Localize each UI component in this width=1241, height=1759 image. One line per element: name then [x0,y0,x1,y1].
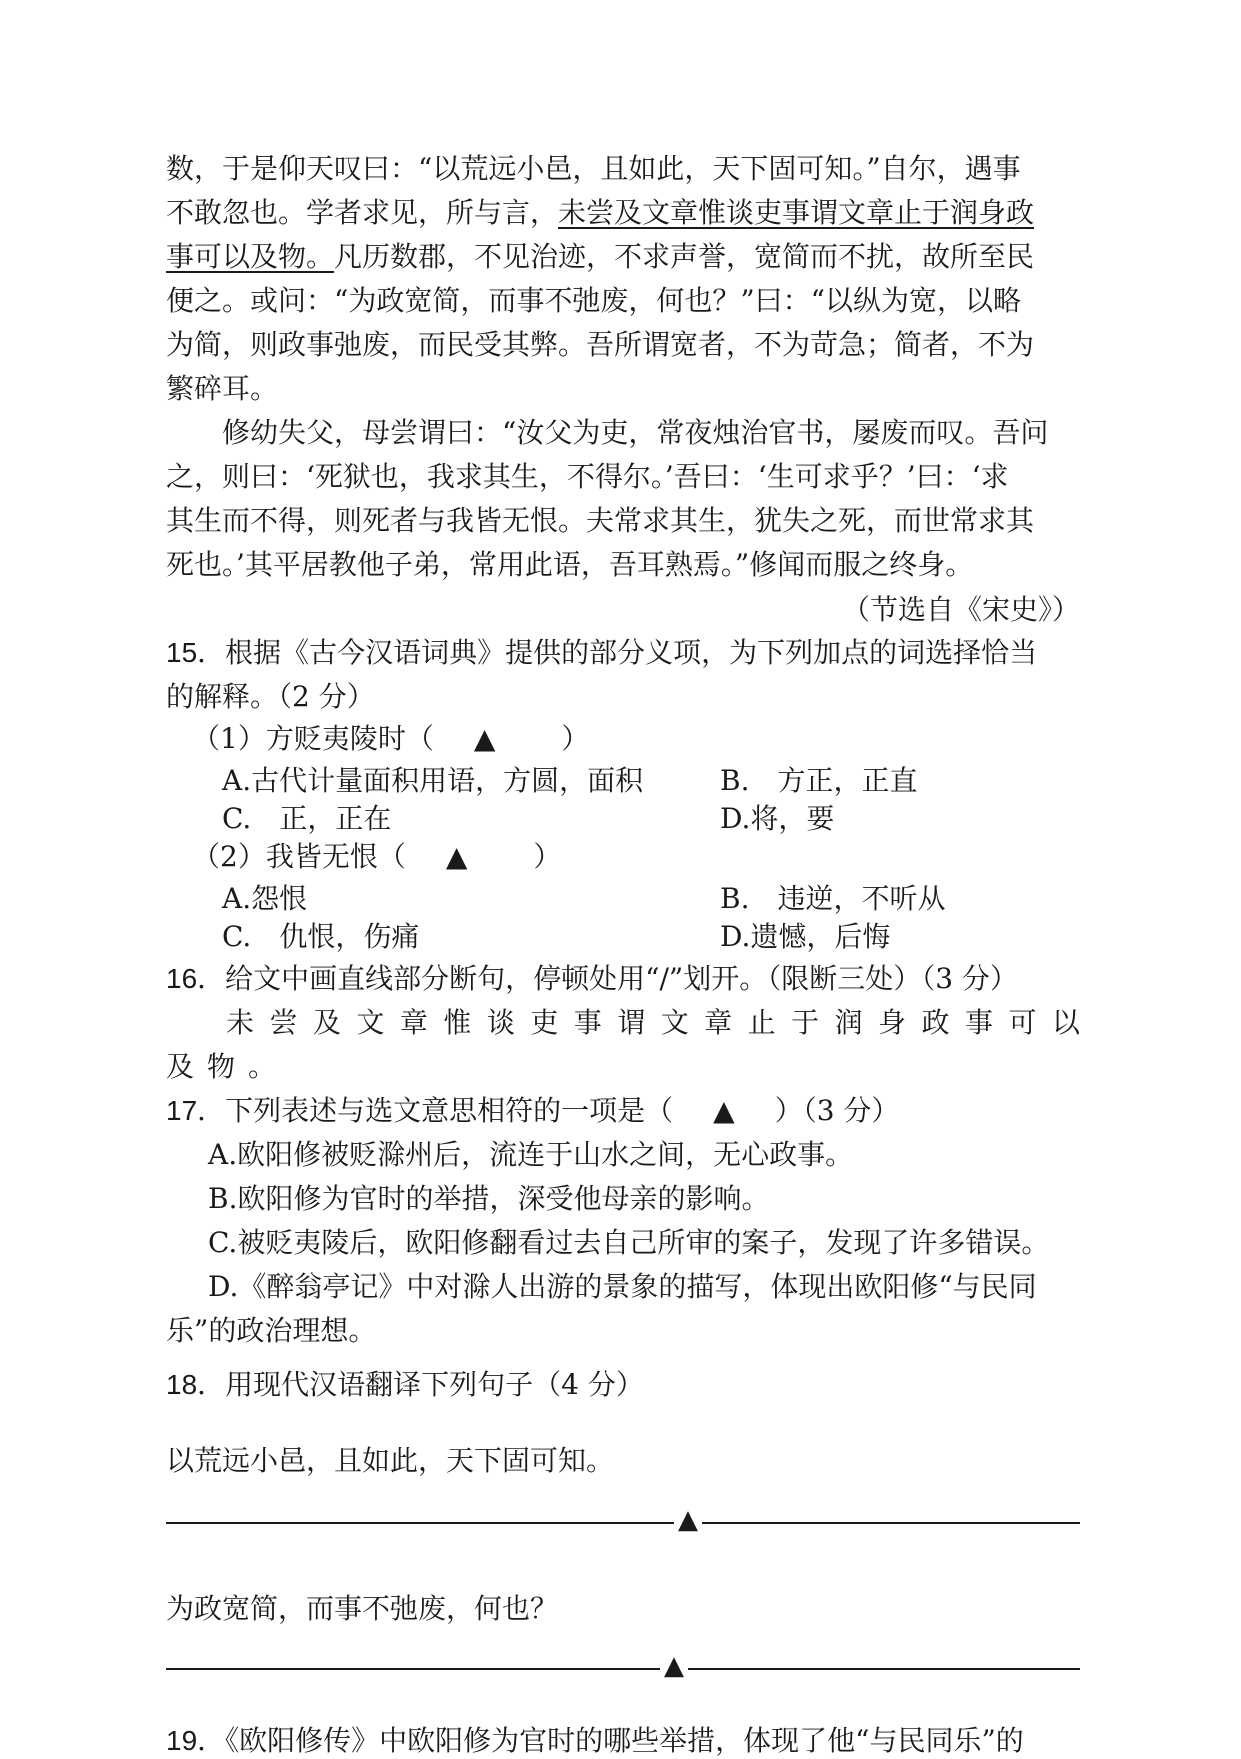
passage-source: （节选自《宋史》） [841,593,1080,626]
option-c: C. 正，正在 [222,802,392,835]
sentence-char: 及 [166,1050,195,1083]
answer-marker-triangle: ▲ [473,722,496,755]
answer-marker-triangle: ▲ [713,1094,735,1127]
sentence-for-punctuation-cont [166,1048,276,1085]
passage-line: 为简，则政事弛废，而民受其弊。吾所谓宽者，不为苛急；简者，不为 [166,328,1035,361]
question-number: 16． [166,963,226,994]
answer-marker-triangle: ▲ [660,1652,688,1680]
question-17-stem: 17．下列表述与选文意思相符的一项是（ ▲ ）（3 分） [166,1094,900,1127]
option-d: D.《醉翁亭记》中对滁人出游的景象的描写，体现出欧阳修“与民同 [208,1270,1037,1303]
sentence-char: 惟 [443,1006,472,1039]
question-number: 17． [166,1095,226,1126]
sentence-char: 章 [704,1006,733,1039]
option-a: A.欧阳修被贬滁州后，流连于山水之间，无心政事。 [208,1138,854,1171]
sentence-char: 谈 [486,1006,515,1039]
question-number: 15． [166,637,226,668]
passage-line: 事可以及物。凡历数郡，不见治迹，不求声誉，宽简而不扰，故所至民 [166,240,1035,273]
option-a: A.怨恨 [222,882,308,915]
sentence-char: 政 [921,1006,950,1039]
sentence-char: 物 [206,1050,235,1083]
passage-line: 其生而不得，则死者与我皆无恨。夫常求其生，犹失之死，而世常求其 [166,504,1035,537]
sentence-char: 润 [834,1006,863,1039]
question-15-stem: 15．根据《古今汉语词典》提供的部分义项，为下列加点的词选择恰当 [166,636,1038,669]
answer-marker-triangle: ▲ [674,1506,702,1534]
sentence-char: 身 [878,1006,907,1039]
sentence-char: 。 [247,1050,276,1083]
option-b: B. 方正，正直 [720,764,918,797]
underlined-text: 事可以及物。 [166,240,335,273]
passage-line: 死也。’其平居教他子弟，常用此语，吾耳熟焉。”修闻而服之终身。 [166,548,974,581]
option-b: B.欧阳修为官时的举措，深受他母亲的影响。 [208,1182,770,1215]
question-18-stem: 18．用现代汉语翻译下列句子（4 分） [166,1368,644,1401]
sentence-char: 止 [747,1006,776,1039]
passage-line: 便之。或问：“为政宽简，而事不弛废，何也？”曰：“以纵为宽，以略 [166,284,1021,317]
sentence-char: 章 [399,1006,428,1039]
answer-line[interactable] [166,1668,1080,1670]
sentence-char: 吏 [530,1006,559,1039]
sentence-char: 于 [791,1006,820,1039]
option-c: C. 仇恨，伤痛 [222,920,420,953]
answer-line[interactable] [166,1522,1080,1524]
option-b: B. 违逆，不听从 [720,882,946,915]
translation-sentence-2: 为政宽简，而事不弛废，何也？ [166,1592,559,1625]
sentence-char: 事 [573,1006,602,1039]
sentence-char: 文 [356,1006,385,1039]
sentence-char: 尝 [269,1006,298,1039]
option-d-cont: 乐”的政治理想。 [166,1314,377,1347]
sentence-char: 文 [660,1006,689,1039]
option-a: A.古代计量面积用语，方圆，面积 [222,764,644,797]
passage-line: 数，于是仰天叹曰：“以荒远小邑，且如此，天下固可知。”自尔，遇事 [166,152,1021,185]
passage-line: 不敢忽也。学者求见，所与言，未尝及文章惟谈吏事谓文章止于润身政 [166,196,1035,229]
sentence-char: 以 [1051,1006,1080,1039]
passage-line: 繁碎耳。 [166,372,279,405]
sentence-for-punctuation [226,1004,1080,1041]
question-15-sub-2: （2）我皆无恨（ ▲ ） [192,840,562,873]
passage-line: 之，则曰：‘死狱也，我求其生，不得尔。’吾曰：‘生可求乎？’曰：‘求 [166,460,1009,493]
question-15-stem-cont: 的解释。（2 分） [166,680,375,713]
option-c: C.被贬夷陵后，欧阳修翻看过去自己所审的案子，发现了许多错误。 [208,1226,1050,1259]
sentence-char: 及 [312,1006,341,1039]
sentence-char: 未 [226,1006,255,1039]
sentence-char: 可 [1008,1006,1037,1039]
option-d: D.遗憾，后悔 [720,920,891,953]
option-d: D.将，要 [720,802,835,835]
sentence-char: 事 [964,1006,993,1039]
passage-line: 修幼失父，母尝谓曰：“汝父为吏，常夜烛治官书，屡废而叹。吾问 [222,416,1049,449]
question-16-stem: 16．给文中画直线部分断句，停顿处用“/”划开。（限断三处）（3 分） [166,962,1018,995]
underlined-text: 未尝及文章惟谈吏事谓文章止于润身政 [558,196,1035,229]
sentence-char: 谓 [617,1006,646,1039]
translation-sentence-1: 以荒远小邑，且如此，天下固可知。 [166,1444,615,1477]
question-number: 18． [166,1369,226,1400]
question-number: 19． [166,1725,226,1756]
question-15-sub-1: （1）方贬夷陵时（ ▲ ） [192,722,590,755]
question-19-stem: 19．《欧阳修传》中欧阳修为官时的哪些举措，体现了他“与民同乐”的 [166,1724,1024,1757]
answer-marker-triangle: ▲ [445,840,468,873]
